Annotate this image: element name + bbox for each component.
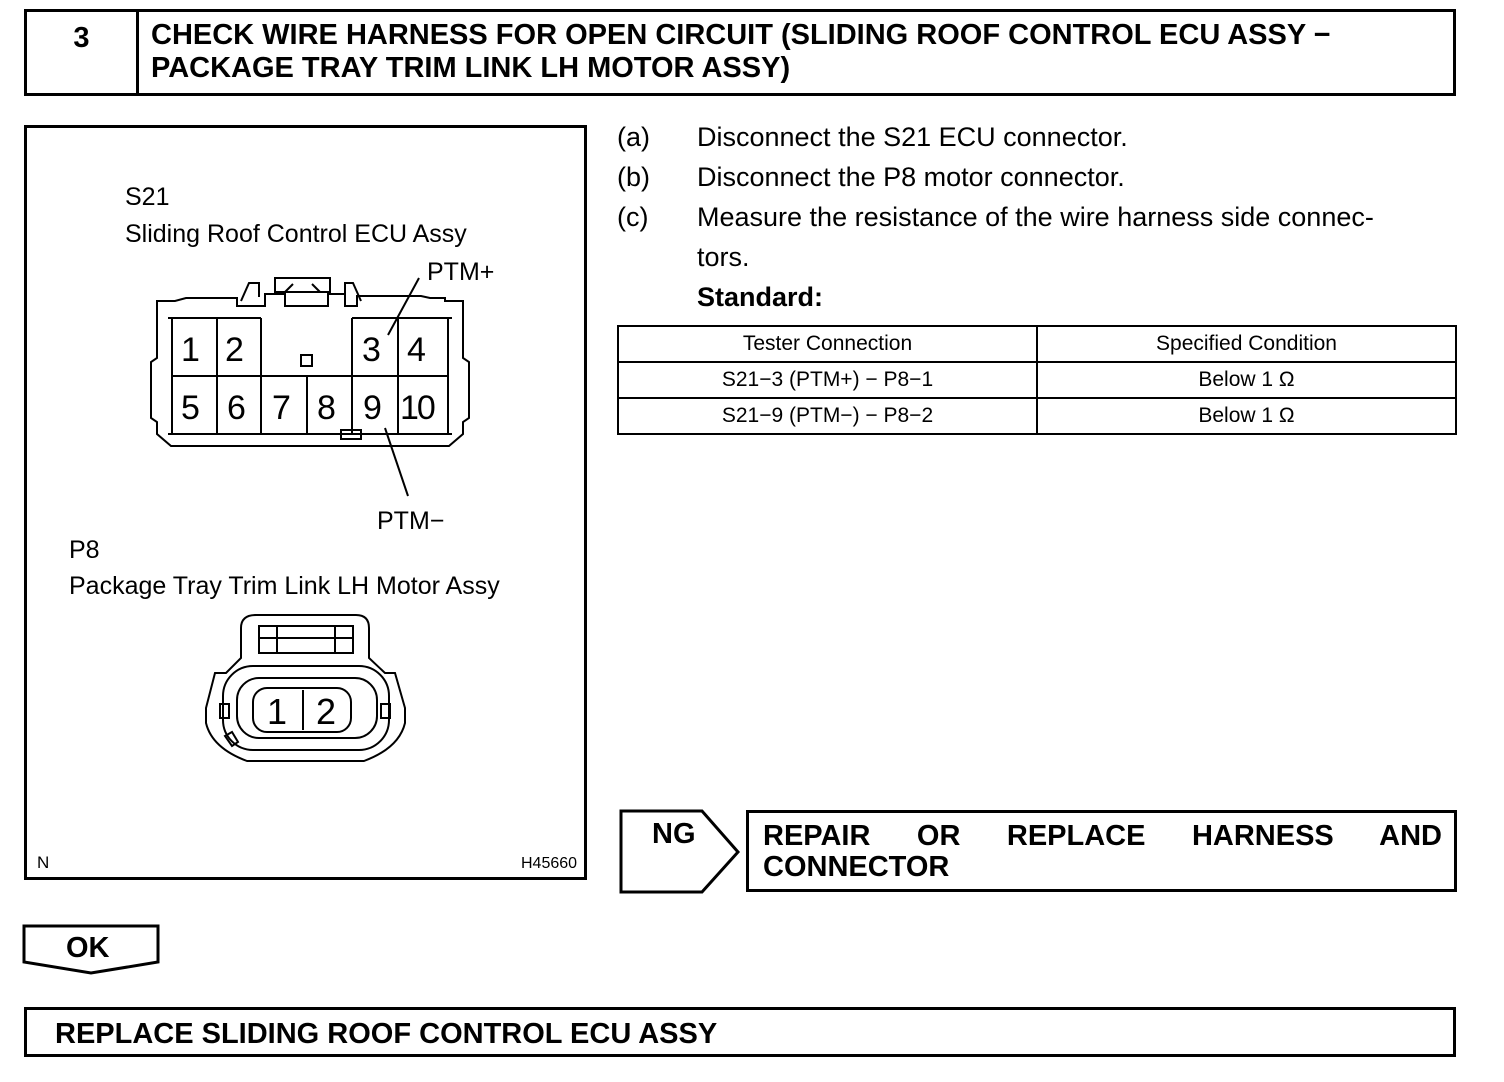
- ptm-minus-label: PTM−: [377, 507, 445, 535]
- final-action-box: [24, 1007, 1456, 1057]
- instruction-letter: (a): [617, 122, 650, 152]
- pin-3: 3: [362, 331, 381, 369]
- p8-code-label: P8: [69, 536, 100, 564]
- pin-7: 7: [272, 389, 291, 427]
- pin-6: 6: [227, 389, 246, 427]
- table-row: [618, 398, 1456, 434]
- step-header: [24, 9, 1456, 96]
- table-header: Specified Condition: [1037, 326, 1456, 362]
- table-header-row: [618, 326, 1456, 362]
- s21-name-label: Sliding Roof Control ECU Assy: [125, 220, 467, 248]
- instruction-b: [617, 164, 1467, 194]
- instruction-text: Measure the resistance of the wire harness side connec-: [697, 202, 1374, 232]
- table-cell: S21−9 (PTM−) − P8−2: [618, 398, 1037, 434]
- instruction-letter: (b): [617, 162, 650, 192]
- figure-id: H45660: [521, 855, 578, 872]
- table-cell: S21−3 (PTM+) − P8−1: [618, 362, 1037, 398]
- table-cell: Below 1 Ω: [1037, 398, 1456, 434]
- pin-8: 8: [317, 389, 336, 427]
- pin-9: 9: [363, 389, 382, 427]
- step-number: 3: [27, 12, 139, 93]
- figure-corner-left: N: [37, 853, 50, 872]
- step-title: CHECK WIRE HARNESS FOR OPEN CIRCUIT (SLIDING ROOF CONTROL ECU ASSY − PACKAGE TRAY TRIM LINK LH MOTOR ASSY): [151, 19, 1331, 84]
- p8-pin-1: 1: [267, 691, 288, 732]
- final-action-text: REPLACE SLIDING ROOF CONTROL ECU ASSY: [55, 1018, 718, 1050]
- instruction-letter: (c): [617, 202, 649, 232]
- pin-1: 1: [181, 331, 200, 369]
- ng-label: NG: [652, 818, 696, 850]
- s21-code-label: S21: [125, 183, 170, 211]
- instruction-a: [617, 124, 1467, 154]
- instruction-text: Disconnect the S21 ECU connector.: [697, 122, 1128, 152]
- p8-pin-2: 2: [316, 691, 337, 732]
- ptm-plus-label: PTM+: [427, 258, 495, 286]
- pin-2: 2: [225, 331, 244, 369]
- s21-connector-shape: [151, 278, 469, 496]
- instruction-c: [617, 204, 1467, 234]
- instruction-c-continued: tors.: [697, 242, 750, 272]
- table-header: Tester Connection: [618, 326, 1037, 362]
- pin-4: 4: [407, 331, 426, 369]
- p8-name-label: Package Tray Trim Link LH Motor Assy: [69, 572, 500, 600]
- ok-label: OK: [66, 932, 110, 964]
- instruction-text: Disconnect the P8 motor connector.: [697, 162, 1125, 192]
- p8-connector-shape: [206, 615, 405, 761]
- pin-10: 10: [400, 389, 434, 427]
- connector-illustration: [24, 125, 587, 880]
- ng-result-box: [746, 810, 1457, 892]
- pin-5: 5: [181, 389, 200, 427]
- table-row: [618, 362, 1456, 398]
- ng-result-text: REPAIR OR REPLACE HARNESS AND CONNECTOR: [763, 820, 1442, 883]
- table-cell: Below 1 Ω: [1037, 362, 1456, 398]
- standard-table: [617, 325, 1457, 435]
- standard-label: Standard:: [697, 282, 824, 312]
